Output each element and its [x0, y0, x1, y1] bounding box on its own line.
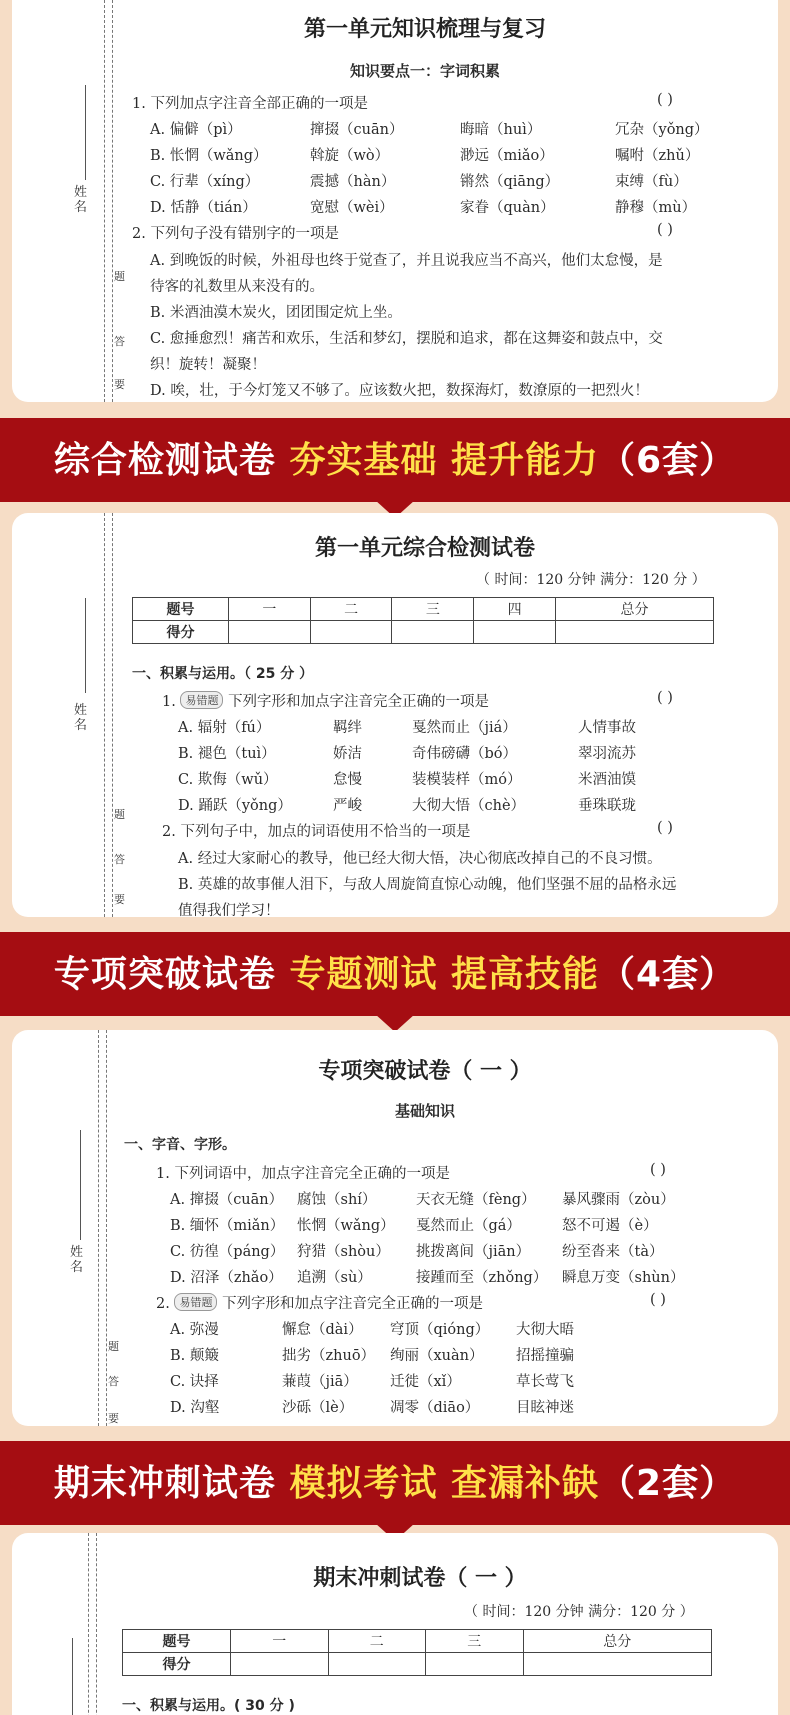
option-cell: D. 恬静（tián）: [150, 200, 257, 216]
option-cell: 翠羽流苏: [578, 746, 636, 762]
score-cell[interactable]: [310, 621, 392, 644]
option-cell: 奇伟磅礴（bó）: [412, 746, 518, 762]
error-prone-tag: 易错题: [180, 691, 223, 709]
banner-final: [0, 1441, 790, 1525]
table-cell: 二: [310, 598, 392, 621]
option-cell: 冗杂（yǒng）: [615, 122, 709, 138]
question-number: 2.: [156, 1296, 170, 1312]
question-line: 值得我们学习！: [178, 903, 280, 917]
table-cell: 四: [474, 598, 556, 621]
option-cell: 束缚（fù）: [615, 174, 688, 190]
name-line: [80, 1130, 81, 1240]
option-cell: 怠慢: [333, 772, 362, 788]
question-text: 下列字形和加点字注音完全正确的一项是: [228, 694, 490, 710]
table-cell: 总分: [523, 1630, 712, 1653]
banner-comprehensive: [0, 418, 790, 502]
card-special-test: [12, 1030, 778, 1426]
option-cell: 凋零（diāo）: [390, 1400, 480, 1416]
option-cell: 拙劣（zhuō）: [282, 1348, 376, 1364]
table-cell: 得分: [123, 1653, 231, 1676]
table-header-row: [123, 1630, 712, 1653]
question-line: 织！旋转！凝聚！: [150, 357, 266, 373]
table-cell: 三: [426, 1630, 524, 1653]
page-title: 第一单元知识梳理与复习: [303, 16, 546, 42]
page-title: 期末冲刺试卷（ 一 ）: [313, 1565, 527, 1591]
option-cell: A. 弥漫: [170, 1322, 219, 1338]
question-1: [162, 690, 489, 711]
side-tag: 答: [114, 335, 125, 348]
question-line: A. 到晚饭的时候，外祖母也终于觉查了，并且说我应当不高兴，他们太怠慢，是: [150, 253, 663, 269]
option-cell: 大彻大悟（chè）: [412, 798, 526, 814]
side-tag: 题: [114, 270, 125, 283]
card-unit1-review: [12, 0, 778, 402]
banner-yellow: 专题测试 提高技能: [289, 954, 600, 995]
option-cell: 招摇撞骗: [516, 1348, 574, 1364]
banner-text: [0, 946, 790, 997]
binding-line: [112, 513, 113, 917]
table-cell: 题号: [133, 598, 229, 621]
option-cell: 接踵而至（zhǒng）: [416, 1270, 548, 1286]
binding-line: [98, 1030, 99, 1426]
table-cell: 总分: [555, 598, 713, 621]
option-cell: 米酒油馍: [578, 772, 636, 788]
score-cell[interactable]: [426, 1653, 524, 1676]
answer-paren: ( ): [650, 1292, 666, 1308]
option-cell: 娇洁: [333, 746, 362, 762]
answer-paren: ( ): [657, 820, 673, 836]
side-tag: 题: [108, 1340, 119, 1353]
option-cell: 戛然而止（jiá）: [412, 720, 517, 736]
banner-text: [0, 432, 790, 483]
option-cell: A. 偏僻（pì）: [150, 122, 242, 138]
banner-white: 综合检测试卷: [53, 440, 290, 481]
exam-meta: （ 时间：120 分钟 满分：120 分 ）: [464, 1604, 694, 1620]
option-cell: 狩猎（shòu）: [297, 1244, 390, 1260]
table-cell: 三: [392, 598, 474, 621]
score-cell[interactable]: [231, 1653, 329, 1676]
option-cell: 暴风骤雨（zòu）: [562, 1192, 675, 1208]
section-heading: 一、字音、字形。: [124, 1137, 236, 1153]
banner-text: [0, 1455, 790, 1506]
option-cell: 挑拨离间（jiān）: [416, 1244, 531, 1260]
option-cell: D. 沟壑: [170, 1400, 220, 1416]
name-line: [72, 1638, 73, 1715]
option-cell: B. 颠簸: [170, 1348, 219, 1364]
option-cell: B. 褪色（tuì）: [178, 746, 276, 762]
option-cell: 戛然而止（gá）: [416, 1218, 521, 1234]
option-cell: 纷至沓来（tà）: [562, 1244, 664, 1260]
score-cell[interactable]: [392, 621, 474, 644]
option-cell: 锵然（qiāng）: [460, 174, 560, 190]
side-name-label: 姓名: [70, 1245, 84, 1275]
section-heading: 一、积累与运用。（ 25 分 ）: [132, 666, 314, 682]
table-row: [133, 621, 714, 644]
option-cell: 追溯（sù）: [297, 1270, 372, 1286]
option-cell: D. 沼泽（zhǎo）: [170, 1270, 283, 1286]
table-row: [123, 1653, 712, 1676]
section-heading: 一、积累与运用。( 30 分 ): [122, 1698, 295, 1714]
question-1: 1. 下列词语中，加点字注音完全正确的一项是: [156, 1166, 450, 1182]
answer-paren: ( ): [657, 222, 673, 238]
question-line: C. 愈捶愈烈！痛苦和欢乐，生活和梦幻，摆脱和追求，都在这舞姿和鼓点中，交: [150, 331, 663, 347]
option-cell: 斡旋（wò）: [310, 148, 390, 164]
question-line: D. 唉，壮，于今灯笼又不够了。应该数火把，数探海灯，数潦原的一把烈火！: [150, 383, 649, 399]
score-cell[interactable]: [523, 1653, 712, 1676]
option-cell: 静穆（mù）: [615, 200, 697, 216]
option-cell: 懈怠（dài）: [282, 1322, 363, 1338]
question-number: 1.: [162, 694, 176, 710]
option-cell: 人情事故: [578, 720, 636, 736]
answer-paren: ( ): [650, 1162, 666, 1178]
score-cell[interactable]: [229, 621, 311, 644]
option-cell: 渺远（miǎo）: [460, 148, 554, 164]
option-cell: C. 彷徨（páng）: [170, 1244, 285, 1260]
option-cell: 大彻大晤: [516, 1322, 574, 1338]
question-1: 1. 下列加点字注音全部正确的一项是: [132, 96, 368, 112]
answer-paren: ( ): [657, 92, 673, 108]
banner-tail: （2套）: [599, 1463, 737, 1504]
banner-yellow: 模拟考试 查漏补缺: [289, 1463, 600, 1504]
option-cell: B. 怅惘（wǎng）: [150, 148, 268, 164]
score-cell[interactable]: [555, 621, 713, 644]
exam-meta: （ 时间：120 分钟 满分：120 分 ）: [476, 572, 706, 588]
table-cell: 得分: [133, 621, 229, 644]
side-name-label: 姓名: [74, 185, 88, 215]
option-cell: 天衣无缝（fèng）: [416, 1192, 536, 1208]
option-cell: A. 辐射（fú）: [178, 720, 271, 736]
banner-white: 期末冲刺试卷: [53, 1463, 290, 1504]
table-cell: 一: [229, 598, 311, 621]
side-tag: 要: [114, 378, 125, 391]
error-prone-tag: 易错题: [174, 1293, 217, 1311]
option-cell: 怒不可遏（è）: [562, 1218, 658, 1234]
option-cell: 垂珠联珑: [578, 798, 636, 814]
question-2: 2. 下列句子没有错别字的一项是: [132, 226, 339, 242]
table-cell: 二: [328, 1630, 426, 1653]
option-cell: C. 诀择: [170, 1374, 219, 1390]
side-tag: 答: [108, 1375, 119, 1388]
section-subtitle: 知识要点一：字词积累: [349, 62, 500, 80]
option-cell: 家眷（quàn）: [460, 200, 555, 216]
option-cell: 穹顶（qióng）: [390, 1322, 490, 1338]
option-cell: 怅惘（wǎng）: [297, 1218, 395, 1234]
side-tag: 题: [114, 808, 125, 821]
question-2: [156, 1292, 483, 1313]
binding-line: [106, 1030, 107, 1426]
table-cell: 题号: [123, 1630, 231, 1653]
question-line: B. 英雄的故事催人泪下，与敌人周旋简直惊心动魄，他们坚强不屈的品格永远: [178, 877, 677, 893]
option-cell: 目眩神迷: [516, 1400, 574, 1416]
option-cell: 蒹葭（jiā）: [282, 1374, 358, 1390]
option-cell: 腐蚀（shí）: [297, 1192, 377, 1208]
option-cell: 绚丽（xuàn）: [390, 1348, 484, 1364]
option-cell: 宽慰（wèi）: [310, 200, 394, 216]
page-title: 第一单元综合检测试卷: [314, 535, 535, 561]
side-tag: 答: [114, 853, 125, 866]
banner-white: 专项突破试卷: [53, 954, 290, 995]
option-cell: 装模装样（mó）: [412, 772, 522, 788]
side-tag: 要: [108, 1412, 119, 1425]
option-cell: 草长莺飞: [516, 1374, 574, 1390]
table-header-row: [133, 598, 714, 621]
name-line: [85, 85, 86, 180]
option-cell: 瞬息万变（shùn）: [562, 1270, 685, 1286]
option-cell: 震撼（hàn）: [310, 174, 396, 190]
question-text: 下列字形和加点字注音完全正确的一项是: [222, 1296, 484, 1312]
option-cell: D. 踊跃（yǒng）: [178, 798, 292, 814]
table-cell: 一: [231, 1630, 329, 1653]
option-cell: 晦暗（huì）: [460, 122, 542, 138]
side-tag: 要: [114, 893, 125, 906]
binding-line: [104, 513, 105, 917]
option-cell: 沙砾（lè）: [282, 1400, 354, 1416]
option-cell: 羁绊: [333, 720, 362, 736]
score-table: [132, 597, 714, 644]
option-cell: C. 行辈（xíng）: [150, 174, 260, 190]
option-cell: 嘱咐（zhǔ）: [615, 148, 700, 164]
banner-tail: （6套）: [599, 440, 737, 481]
option-cell: 迁徙（xǐ）: [390, 1374, 461, 1390]
option-cell: 严峻: [333, 798, 362, 814]
card-unit1-test: [12, 513, 778, 917]
score-cell[interactable]: [474, 621, 556, 644]
banner-tail: （4套）: [599, 954, 737, 995]
section-subtitle: 基础知识: [394, 1102, 455, 1120]
name-line: [85, 598, 86, 693]
option-cell: B. 缅怀（miǎn）: [170, 1218, 285, 1234]
option-cell: A. 撺掇（cuān）: [170, 1192, 284, 1208]
side-name-label: 姓名: [74, 703, 88, 733]
question-2: 2. 下列句子中，加点的词语使用不恰当的一项是: [162, 824, 471, 840]
option-cell: C. 欺侮（wǔ）: [178, 772, 278, 788]
question-line: 待客的礼数里从来没有的。: [150, 279, 324, 295]
question-line: A. 经过大家耐心的教导，他已经大彻大悟，决心彻底改掉自己的不良习惯。: [178, 851, 662, 867]
score-table: [122, 1629, 712, 1676]
page-title: 专项突破试卷（ 一 ）: [318, 1058, 532, 1084]
score-cell[interactable]: [328, 1653, 426, 1676]
card-final-test: [12, 1533, 778, 1715]
banner-yellow: 夯实基础 提升能力: [289, 440, 600, 481]
option-cell: 撺掇（cuān）: [310, 122, 404, 138]
banner-special: [0, 932, 790, 1016]
question-line: B. 米酒油漠木炭火，团团围定炕上坐。: [150, 305, 402, 321]
answer-paren: ( ): [657, 690, 673, 706]
